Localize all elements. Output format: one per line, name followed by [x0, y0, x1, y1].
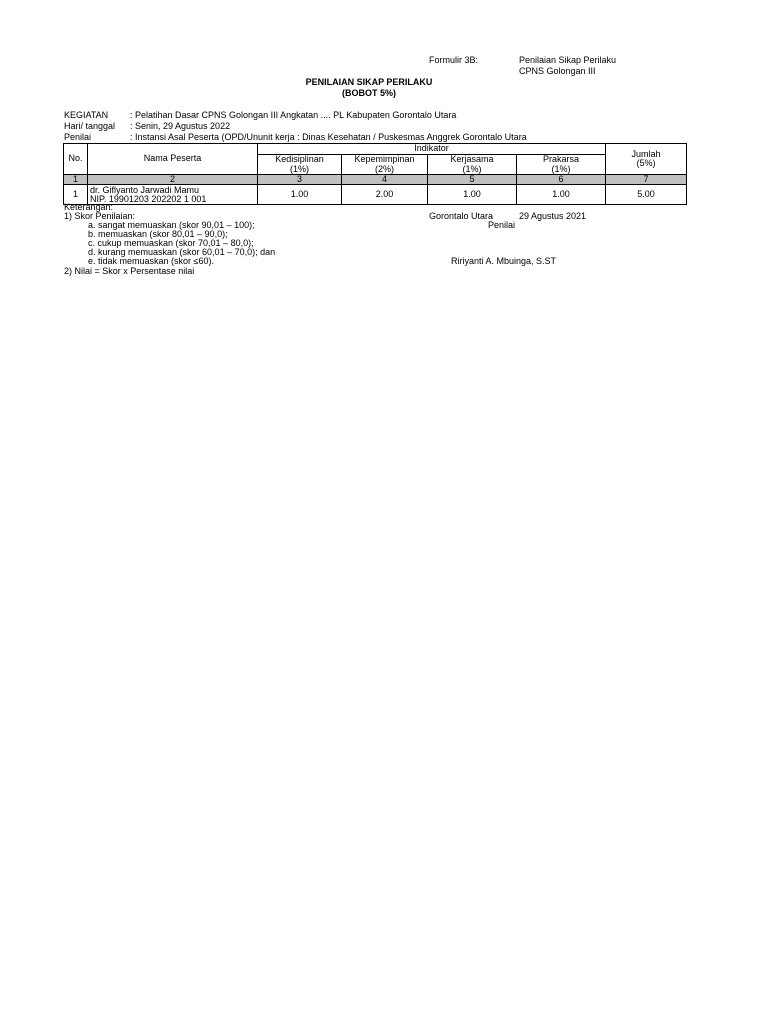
- skor-item-a: a. sangat memuaskan (skor 90,01 – 100);: [88, 220, 255, 230]
- header-nama: Nama Peserta: [88, 144, 258, 175]
- hari-label: Hari/ tanggal: [64, 121, 116, 131]
- hari-value: : Senin, 29 Agustus 2022: [130, 121, 231, 131]
- header-kedisiplinan-label: Kedisiplinan: [275, 154, 324, 165]
- kegiatan-label: KEGIATAN: [64, 110, 109, 120]
- penilai-value: : Instansi Asal Peserta (OPD/Ununit kerja : Dinas Kesehatan / Puskesmas Anggrek Gorontalo Utara: [130, 132, 527, 142]
- penilai-label: Penilai: [64, 132, 92, 142]
- signature-date: 29 Agustus 2021: [519, 211, 587, 221]
- header-jumlah-pct: (5%): [636, 158, 656, 168]
- header-kerjasama-pct: (1%): [462, 163, 482, 174]
- column-number: 5: [428, 175, 517, 185]
- header-jumlah-label: Jumlah: [631, 148, 661, 159]
- table-header-row-1: [64, 144, 687, 155]
- row-kedisiplinan: 1.00: [258, 185, 342, 205]
- header-kepemimpinan: [342, 155, 428, 175]
- skor-item-d: d. kurang memuaskan (skor 60,01 – 70,0); dan: [88, 247, 276, 257]
- skor-title: 1) Skor Penilaian:: [64, 211, 136, 221]
- header-kerjasama: [428, 155, 517, 175]
- header-no: No.: [64, 144, 88, 175]
- skor-item-b: b. memuaskan (skor 80,01 – 90,0);: [88, 229, 228, 239]
- column-number: 4: [342, 175, 428, 185]
- signature-role: Penilai: [488, 220, 516, 230]
- row-no: 1: [64, 185, 88, 205]
- assessment-table: [63, 143, 687, 205]
- header-prakarsa-pct: (1%): [551, 163, 571, 174]
- table-row: [64, 185, 687, 205]
- participant-name: dr. Giflyanto Jarwadi Mamu: [90, 184, 200, 195]
- header-kedisiplinan-pct: (1%): [289, 163, 309, 174]
- column-number: 2: [88, 175, 258, 185]
- header-kepemimpinan-label: Kepemimpinan: [354, 154, 415, 165]
- header-kepemimpinan-pct: (2%): [374, 163, 394, 174]
- participant-nip: NIP. 19901203 202202 1 001: [90, 193, 207, 204]
- kegiatan-value: : Pelatihan Dasar CPNS Golongan III Angkatan .... PL Kabupaten Gorontalo Utara: [130, 110, 457, 120]
- column-number-row: [64, 175, 687, 185]
- skor-item-c: c. cukup memuaskan (skor 70,01 – 80,0);: [88, 238, 254, 248]
- form-title-line1: Penilaian Sikap Perilaku: [519, 55, 617, 65]
- row-kepemimpinan: 2.00: [342, 185, 428, 205]
- header-kerjasama-label: Kerjasama: [450, 154, 494, 165]
- row-participant: [88, 185, 258, 205]
- keterangan-label: Keterangan:: [64, 202, 114, 212]
- document-subtitle: (BOBOT 5%): [342, 88, 396, 98]
- header-prakarsa-label: Prakarsa: [543, 154, 580, 165]
- form-title-line2: CPNS Golongan III: [519, 66, 596, 76]
- column-number: 3: [258, 175, 342, 185]
- document-title: PENILAIAN SIKAP PERILAKU: [305, 77, 433, 87]
- form-label: Formulir 3B:: [429, 55, 479, 65]
- header-kedisiplinan: [258, 155, 342, 175]
- row-kerjasama: 1.00: [428, 185, 517, 205]
- column-number: 6: [517, 175, 606, 185]
- header-jumlah: [606, 144, 687, 175]
- column-number: 7: [606, 175, 687, 185]
- header-prakarsa: [517, 155, 606, 175]
- header-indikator: Indikator: [258, 144, 606, 155]
- signature-place: Gorontalo Utara: [429, 211, 494, 221]
- skor-item-e: e. tidak memuaskan (skor ≤60).: [88, 256, 214, 266]
- column-number: 1: [64, 175, 88, 185]
- signature-name: Ririyanti A. Mbuinga, S.ST: [451, 256, 557, 266]
- row-prakarsa: 1.00: [517, 185, 606, 205]
- row-jumlah: 5.00: [606, 185, 687, 205]
- nilai-formula: 2) Nilai = Skor x Persentase nilai: [64, 266, 195, 276]
